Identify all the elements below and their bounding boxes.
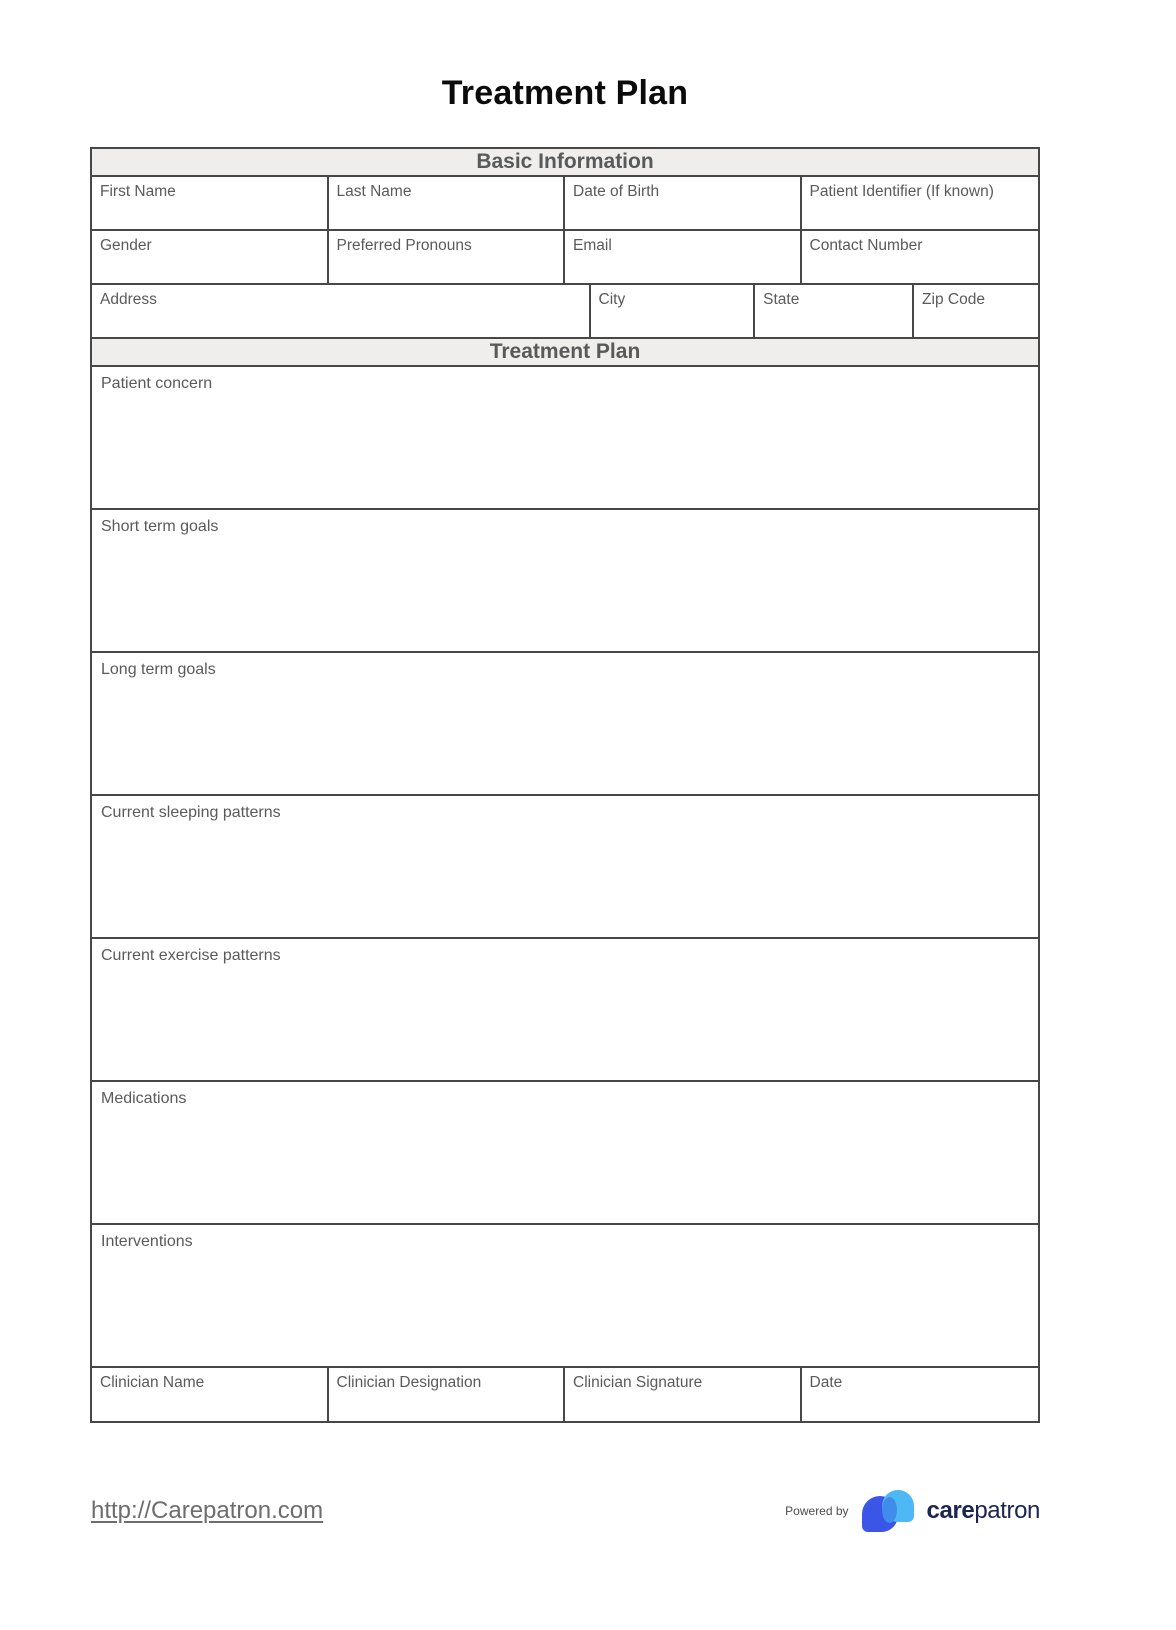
patient-concern-label: Patient concern <box>101 375 213 392</box>
basic-information-header: Basic Information <box>92 149 1038 177</box>
clinician-row <box>92 1368 1038 1421</box>
city-label: City <box>598 291 626 308</box>
contact-number-label: Contact Number <box>809 237 923 254</box>
field-gender[interactable] <box>92 231 329 285</box>
field-first-name[interactable] <box>92 177 329 231</box>
logo-bubble-overlap-icon <box>882 1497 897 1523</box>
field-state[interactable] <box>755 285 914 339</box>
current-exercise-patterns-label: Current exercise patterns <box>101 947 281 964</box>
field-date[interactable] <box>802 1368 1039 1421</box>
field-interventions[interactable] <box>92 1225 1038 1368</box>
carepatron-wordmark <box>927 1497 1040 1525</box>
field-city[interactable] <box>591 285 756 339</box>
field-medications[interactable] <box>92 1082 1038 1225</box>
field-clinician-signature[interactable] <box>565 1368 802 1421</box>
basic-info-row-1 <box>92 177 1038 231</box>
field-clinician-designation[interactable] <box>329 1368 566 1421</box>
clinician-name-label: Clinician Name <box>100 1374 205 1391</box>
field-patient-concern[interactable] <box>92 367 1038 510</box>
field-short-term-goals[interactable] <box>92 510 1038 653</box>
field-contact-number[interactable] <box>802 231 1039 285</box>
wordmark-patron: patron <box>974 1497 1040 1524</box>
short-term-goals-label: Short term goals <box>101 518 219 535</box>
preferred-pronouns-label: Preferred Pronouns <box>336 237 472 254</box>
field-clinician-name[interactable] <box>92 1368 329 1421</box>
field-date-of-birth[interactable] <box>565 177 802 231</box>
powered-by-brand <box>785 1490 1040 1532</box>
field-long-term-goals[interactable] <box>92 653 1038 796</box>
field-zip-code[interactable] <box>914 285 1038 339</box>
current-sleeping-patterns-label: Current sleeping patterns <box>101 804 281 821</box>
treatment-plan-header: Treatment Plan <box>92 339 1038 367</box>
address-label: Address <box>100 291 157 308</box>
zip-code-label: Zip Code <box>922 291 985 308</box>
long-term-goals-label: Long term goals <box>101 661 216 678</box>
last-name-label: Last Name <box>336 183 412 200</box>
interventions-label: Interventions <box>101 1233 193 1250</box>
clinician-designation-label: Clinician Designation <box>336 1374 482 1391</box>
first-name-label: First Name <box>100 183 176 200</box>
gender-label: Gender <box>100 237 152 254</box>
email-label: Email <box>573 237 612 254</box>
basic-info-row-2 <box>92 231 1038 285</box>
basic-info-row-3 <box>92 285 1038 339</box>
field-current-sleeping-patterns[interactable] <box>92 796 1038 939</box>
field-email[interactable] <box>565 231 802 285</box>
wordmark-care: care <box>926 1497 975 1524</box>
treatment-plan-form <box>90 147 1040 1423</box>
state-label: State <box>763 291 800 308</box>
powered-by-label: Powered by <box>785 1504 849 1518</box>
clinician-signature-label: Clinician Signature <box>573 1374 703 1391</box>
field-address[interactable] <box>92 285 591 339</box>
patient-identifier-label: Patient Identifier (If known) <box>809 183 994 200</box>
date-of-birth-label: Date of Birth <box>573 183 660 200</box>
field-current-exercise-patterns[interactable] <box>92 939 1038 1082</box>
field-patient-identifier[interactable] <box>802 177 1039 231</box>
carepatron-link[interactable]: http://Carepatron.com <box>91 1497 324 1524</box>
field-last-name[interactable] <box>329 177 566 231</box>
medications-label: Medications <box>101 1090 187 1107</box>
field-preferred-pronouns[interactable] <box>329 231 566 285</box>
carepatron-logo-icon <box>862 1490 914 1532</box>
page-title: Treatment Plan <box>441 74 689 112</box>
date-label: Date <box>809 1374 843 1391</box>
